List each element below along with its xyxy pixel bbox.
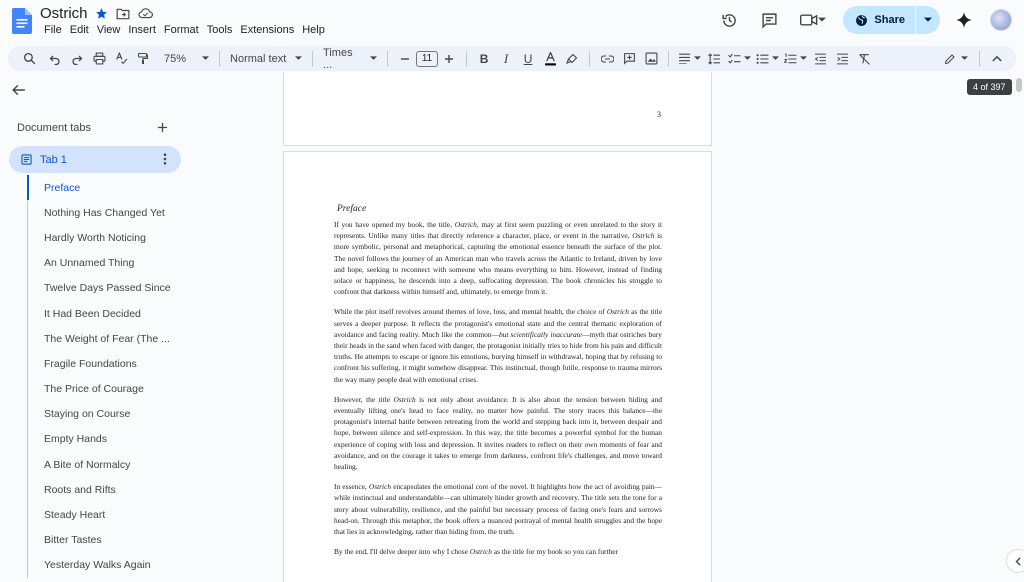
highlight-button[interactable] <box>561 46 583 71</box>
document-page[interactable] <box>283 151 712 582</box>
font-size-input[interactable]: 11 <box>416 51 438 67</box>
bulleted-list-button[interactable] <box>753 46 781 71</box>
menu-bar <box>40 24 329 36</box>
outline-item[interactable]: Steady Heart <box>27 502 197 527</box>
menu-extensions[interactable]: Extensions <box>240 24 295 36</box>
outline-item[interactable]: Yesterday Walks Again <box>27 553 197 578</box>
outline-item[interactable]: Empty Hands <box>27 427 197 452</box>
add-comment-icon <box>623 52 636 65</box>
toolbar-divider <box>668 51 669 67</box>
menu-view[interactable]: View <box>96 24 121 36</box>
menu-insert[interactable]: Insert <box>128 24 156 36</box>
chevron-down-icon <box>772 56 779 61</box>
globe-icon <box>855 14 868 27</box>
decrease-indent-icon <box>814 53 827 65</box>
title-bar <box>0 0 1024 44</box>
line-spacing-button[interactable] <box>703 46 725 71</box>
history-icon <box>721 12 738 29</box>
plus-icon <box>157 122 168 133</box>
bulleted-list-icon <box>756 53 769 65</box>
chevron-up-icon <box>992 55 1002 62</box>
paragraph: While the plot itself revolves around themes of love, loss, and mental health, the choice of Ostrich as the title serves a deeper purpose. It reflects the protagonist's emotional state and the central thematic exploration of avoidance and facing reality. Much like the common—but scientifically inaccurate—myth that ostriches bury their heads in the sand when faced with danger, the protagonist initially tries to hide from his pain and difficult truths. He attempts to escape or ignore his emotions, burying himself in withdrawal, hoping that by refusing to confront his suffering, it might somehow disappear. This instinctual, though futile, response to trauma mirrors the way many people deal with emotional crises. <box>334 307 662 384</box>
document-title[interactable]: Ostrich <box>40 5 88 22</box>
side-panel-toggle-button[interactable] <box>1006 549 1024 573</box>
close-outline-button[interactable] <box>12 83 30 101</box>
toolbar-divider <box>466 51 467 67</box>
paint-format-icon <box>137 52 149 65</box>
text-color-icon <box>544 52 557 66</box>
clear-formatting-icon <box>858 53 871 65</box>
underline-icon: U <box>523 51 533 66</box>
add-tab-button[interactable] <box>157 120 169 132</box>
comments-button[interactable] <box>755 6 783 34</box>
menu-tools[interactable]: Tools <box>206 24 233 36</box>
toolbar-divider <box>589 51 590 67</box>
outline-item[interactable]: An Unnamed Thing <box>27 251 197 276</box>
decrease-font-size-button[interactable] <box>394 46 416 71</box>
paragraph: However, the title Ostrich is not only about avoidance. It is also about the tension between hiding and eventually lifting one's head to face reality, no matter how painful. The story traces this balance—the protagonist's internal battle between retreating from the world and stepping back into it, between despair and hope, between silence and self-expression. In this way, the title becomes a powerful symbol for the human experience of coping with loss and depression. It invites readers to reflect on their own moments of fear and avoidance, and on the courage it takes to emerge from darkness, confront life's challenges, and move toward healing. <box>334 394 662 472</box>
checklist-button[interactable] <box>725 46 753 71</box>
print-icon <box>93 52 106 65</box>
gemini-button[interactable] <box>950 6 978 34</box>
outline-item[interactable]: The Price of Courage <box>27 377 197 402</box>
share-dropdown-button[interactable] <box>916 6 940 34</box>
numbered-list-button[interactable] <box>781 46 809 71</box>
menu-edit[interactable]: Edit <box>69 24 89 36</box>
preface-heading: Preface <box>337 204 367 214</box>
style-value: Normal text <box>230 52 287 65</box>
chevron-left-icon <box>1015 557 1021 566</box>
paragraph: If you have opened my book, the title, Ostrich, may at first seem puzzling or even unrelated to the story it represents. Unlike many titles that directly reference a character, place, or event in the narrative, Ostrich is more symbolic, personal and metaphorical, capturing the emotional essence beneath the surface of the plot. The novel follows the journey of an American man who travels across the Atlantic to Ireland, driven by love and hope, seeking to reconnect with someone who means everything to him. However, instead of finding solace or happiness, he descends into a deep, suffocating depression. The book chronicles his struggle to confront that darkness within himself and, ultimately, to emerge from it. <box>334 220 663 297</box>
line-spacing-icon <box>708 53 721 65</box>
previous-page <box>283 72 712 146</box>
zoom-select[interactable] <box>160 53 213 65</box>
outline-item[interactable]: Hardly Worth Noticing <box>27 225 197 250</box>
style-select[interactable] <box>226 53 306 65</box>
page-number: 3 <box>657 110 661 119</box>
vertical-scrollbar[interactable] <box>1014 72 1024 582</box>
spelling-button[interactable] <box>110 46 132 71</box>
insert-link-button[interactable] <box>596 46 618 71</box>
chevron-down-icon <box>744 56 751 61</box>
arrow-back-icon <box>12 83 26 97</box>
move-to-folder-icon[interactable] <box>116 8 130 20</box>
chevron-down-icon <box>961 56 968 61</box>
toolbar-divider <box>979 51 980 67</box>
font-select[interactable] <box>319 47 381 71</box>
outline-item[interactable]: Fragile Foundations <box>27 351 197 376</box>
account-avatar[interactable] <box>990 9 1012 31</box>
chevron-down-icon <box>202 56 209 61</box>
align-button[interactable] <box>675 46 703 71</box>
plus-icon <box>444 54 454 64</box>
document-tabs-heading: Document tabs <box>17 122 91 134</box>
document-body[interactable] <box>334 204 662 566</box>
image-icon <box>645 52 658 65</box>
chevron-down-icon <box>818 17 826 23</box>
document-tab-icon <box>21 154 32 165</box>
tab-1-label: Tab 1 <box>40 153 67 166</box>
bold-icon: B <box>479 51 489 66</box>
search-menus-button[interactable] <box>18 46 40 71</box>
pencil-icon <box>944 53 956 65</box>
increase-indent-icon <box>836 53 849 65</box>
spellcheck-icon <box>115 52 128 65</box>
print-button[interactable] <box>88 46 110 71</box>
outline-list <box>27 175 197 578</box>
outline-item[interactable]: Bitter Tastes <box>27 528 197 553</box>
decrease-indent-button[interactable] <box>809 46 831 71</box>
outline-item[interactable]: Roots and Rifts <box>27 477 197 502</box>
clear-formatting-button[interactable] <box>853 46 875 71</box>
italic-icon: I <box>503 50 509 66</box>
version-history-button[interactable] <box>715 6 743 34</box>
outline-item[interactable]: Twelve Days Passed Since <box>27 276 197 301</box>
toolbar-divider <box>219 51 220 67</box>
paint-format-button[interactable] <box>132 46 154 71</box>
italic-button[interactable] <box>495 46 517 71</box>
menu-file[interactable]: File <box>44 24 62 36</box>
more-vert-icon[interactable] <box>163 153 167 165</box>
chevron-down-icon <box>295 56 302 61</box>
outline-item[interactable]: It Had Been Decided <box>27 301 197 326</box>
search-icon <box>23 52 36 65</box>
outline-item[interactable]: The Weight of Fear (The ... <box>27 326 197 351</box>
increase-indent-button[interactable] <box>831 46 853 71</box>
menu-help[interactable]: Help <box>302 24 325 36</box>
share-label: Share <box>874 14 905 26</box>
cloud-status-icon[interactable] <box>138 8 153 19</box>
outline-item-preface[interactable]: Preface <box>27 175 197 200</box>
minus-icon <box>400 54 410 64</box>
paragraph: By the end, I'll delve deeper into why I chose Ostrich as the title for my book so you can further <box>334 547 618 557</box>
underline-button[interactable] <box>517 46 539 71</box>
outline-item[interactable]: Staying on Course <box>27 402 197 427</box>
increase-font-size-button[interactable] <box>438 46 460 71</box>
chevron-down-icon <box>924 17 932 23</box>
document-outline-sidebar <box>0 75 200 582</box>
hide-menus-button[interactable] <box>986 46 1008 71</box>
chevron-down-icon <box>370 56 377 61</box>
highlighter-icon <box>566 53 578 65</box>
redo-button[interactable] <box>66 46 88 71</box>
editing-mode-button[interactable] <box>939 46 973 71</box>
chevron-down-icon <box>694 56 701 61</box>
toolbar-divider <box>387 51 388 67</box>
paragraph: In essence, Ostrich encapsulates the emotional core of the novel. It highlights how the act of avoiding pain—while instinctual and understandable—can ultimately hinder growth and recovery. The title sets the tone for a story about vulnerability, resilience, and the painful but necessary process of facing one's fears and sorrows head-on. Through this metaphor, the book offers a nuanced portrayal of mental health struggles and the hope that lies in acknowledging, rather than hiding from, the truth. <box>334 482 662 537</box>
formatting-toolbar <box>8 46 1016 71</box>
comment-icon <box>761 12 778 29</box>
outline-item[interactable]: A Bite of Normalcy <box>27 452 197 477</box>
insert-image-button[interactable] <box>640 46 662 71</box>
text-color-button[interactable] <box>539 46 561 71</box>
undo-icon <box>49 53 61 65</box>
redo-icon <box>71 53 83 65</box>
outline-item[interactable]: Nothing Has Changed Yet <box>27 200 197 225</box>
add-comment-button[interactable] <box>618 46 640 71</box>
zoom-value: 75% <box>164 52 187 65</box>
align-left-icon <box>678 53 691 64</box>
share-button[interactable] <box>843 6 916 34</box>
checklist-icon <box>728 53 741 65</box>
video-call-icon <box>800 13 818 27</box>
tab-1[interactable] <box>9 146 181 173</box>
menu-format[interactable]: Format <box>163 24 199 36</box>
share-button-group <box>843 6 940 34</box>
sparkle-icon <box>956 12 972 28</box>
star-icon[interactable] <box>95 7 108 20</box>
link-icon <box>601 55 614 63</box>
meet-button[interactable] <box>795 6 831 34</box>
bold-button[interactable] <box>473 46 495 71</box>
font-value: Times ... <box>323 46 353 71</box>
toolbar-divider <box>312 51 313 67</box>
chevron-down-icon <box>800 56 807 61</box>
undo-button[interactable] <box>44 46 66 71</box>
scrollbar-thumb[interactable] <box>1016 78 1022 92</box>
numbered-list-icon <box>784 53 797 65</box>
page-counter-tooltip: 4 of 397 <box>967 79 1012 95</box>
docs-logo-icon[interactable] <box>12 8 32 34</box>
